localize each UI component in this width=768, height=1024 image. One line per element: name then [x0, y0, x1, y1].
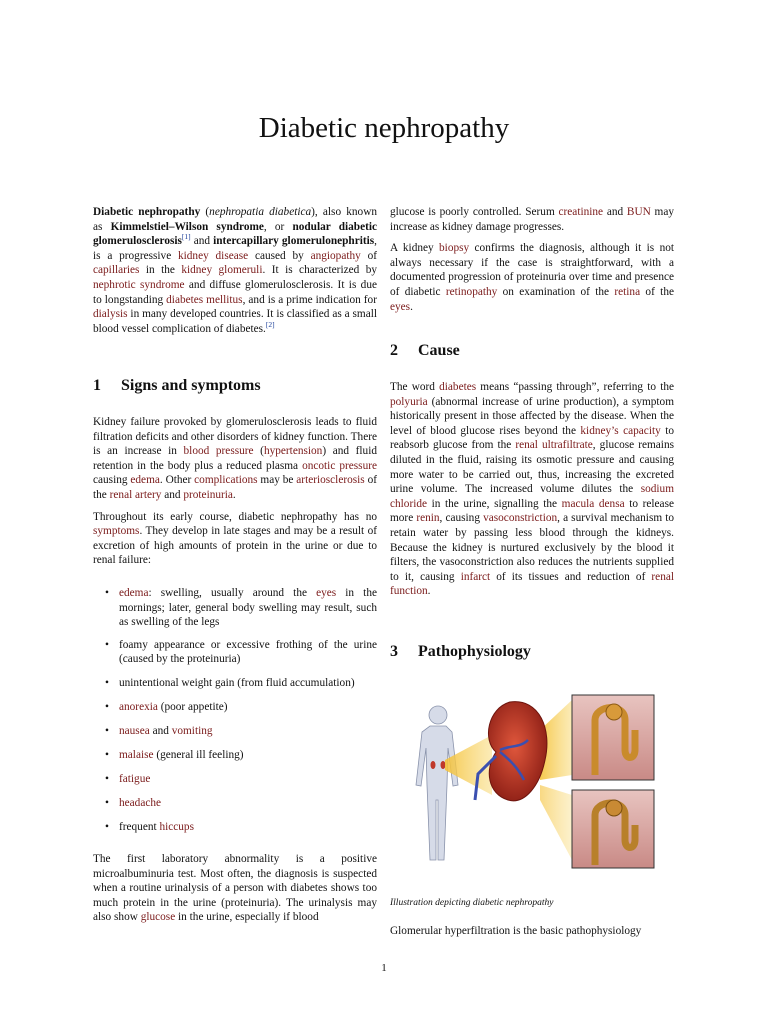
text: in the mornings; later, general body swelling may result, such as swelling of the legs [119, 586, 377, 629]
link[interactable]: kidney disease [178, 249, 249, 262]
text: : swelling, usually around the [148, 586, 317, 599]
text: , and is a prime indication for [242, 293, 377, 306]
text: means “passing through”, referring to the [476, 381, 674, 393]
section-heading-cause [390, 342, 460, 360]
list-item [93, 772, 377, 787]
link[interactable]: eyes [390, 300, 411, 313]
cause-section [390, 380, 674, 606]
term-italic: nephropatia diabetica [209, 206, 312, 218]
section-number: 1 [93, 377, 101, 394]
section-number: 2 [390, 342, 398, 359]
text: ( [253, 445, 264, 458]
list-item [93, 700, 377, 715]
link[interactable]: creatinine [558, 206, 604, 218]
link[interactable]: renal function [390, 570, 674, 598]
text: of the [640, 285, 674, 298]
section-heading-signs [93, 377, 261, 395]
list-item [93, 796, 377, 811]
bullet: • [105, 586, 109, 599]
link[interactable]: anorexia [119, 701, 158, 713]
bullet: • [105, 821, 109, 834]
text: , glucose remains diluted in the fluid, raising its osmotic pressure and causing more water to be carried out, thus, increasing the excreted urine volume. The increased volume dilutes the [390, 439, 674, 496]
right-column [390, 205, 674, 321]
text: A kidney [390, 242, 440, 255]
text: caused by [248, 249, 311, 262]
text: unintentional weight gain (from fluid accumulation) [119, 676, 355, 689]
link[interactable]: nausea [119, 725, 150, 738]
text: The word [390, 381, 440, 393]
kidney-marker [431, 761, 436, 769]
glomerulus [606, 704, 622, 720]
text: (abnormal increase of urine production), a symptom historically present in those affected by the disease. When the level of blood glucose rises beyond the [390, 395, 674, 437]
list-item [93, 724, 377, 739]
text: , or [263, 220, 293, 233]
section-heading-pathophysiology [390, 643, 531, 661]
link[interactable]: glucose [140, 911, 176, 924]
section-title: Signs and symptoms [121, 377, 261, 394]
text: in the [139, 264, 182, 277]
link[interactable]: arteriosclerosis [296, 474, 365, 487]
link[interactable]: infarct [460, 570, 491, 583]
intro-paragraph [93, 205, 377, 336]
section-number: 3 [390, 643, 398, 660]
text: in the urine, especially if blood [175, 911, 319, 924]
bullet: • [105, 797, 109, 810]
text: ), also known as [93, 206, 377, 233]
bullet: • [105, 725, 109, 738]
list-item [93, 676, 377, 691]
pathophysiology-section [390, 924, 674, 946]
text: in the urine, signalling the [427, 497, 562, 510]
text: and [149, 725, 172, 738]
text: of [360, 249, 377, 262]
text: . [410, 300, 413, 313]
text: Throughout its early course, diabetic nephropathy has no [93, 510, 377, 523]
text: to release more [390, 497, 674, 525]
section-title: Pathophysiology [418, 643, 531, 660]
link[interactable]: capillaries [93, 264, 140, 277]
paragraph [390, 380, 674, 599]
link[interactable]: headache [119, 797, 162, 810]
left-column [93, 205, 377, 336]
section-title: Cause [418, 342, 460, 359]
list-item [93, 748, 377, 763]
bullet: • [105, 638, 109, 651]
paragraph [93, 852, 377, 925]
link[interactable]: macula densa [561, 497, 625, 510]
page-number: 1 [381, 962, 387, 974]
text: . It is characterized by [262, 264, 377, 277]
text: and [603, 206, 627, 218]
link[interactable]: angiopathy [310, 249, 361, 262]
text: , causing [439, 512, 484, 525]
link[interactable]: vasoconstriction [483, 512, 558, 525]
link[interactable]: retinopathy [445, 285, 498, 298]
glomerulus [606, 800, 622, 816]
link[interactable]: eyes [316, 586, 337, 599]
text: to reabsorb glucose from the [390, 424, 674, 452]
list-item [93, 820, 377, 835]
link[interactable]: polyuria [390, 395, 428, 408]
text: (general ill feeling) [153, 749, 244, 762]
kidney-illustration [488, 702, 546, 801]
text: ( [200, 206, 210, 218]
text: frequent [119, 821, 160, 834]
text: . [232, 488, 236, 501]
list-item [93, 638, 377, 667]
link[interactable]: nephrotic syndrome [93, 278, 185, 291]
text: . [427, 585, 431, 598]
text: and [161, 488, 184, 501]
paragraph [390, 241, 674, 314]
paragraph: Glomerular hyperfiltration is the basic pathophysiology [390, 925, 642, 937]
bullet: • [105, 773, 109, 786]
link[interactable]: complications [194, 474, 258, 487]
link[interactable]: renin [416, 512, 440, 525]
link[interactable]: dialysis [93, 308, 128, 321]
text: and [190, 235, 214, 248]
term-bold: intercapillary glomerulonephritis [213, 235, 375, 248]
paragraph [390, 205, 674, 234]
text: may be [257, 474, 297, 487]
symptom-list [93, 586, 377, 835]
text: foamy appearance or excessive frothing of the urine (caused by the proteinuria) [119, 638, 377, 666]
link[interactable]: vomiting [171, 725, 213, 738]
text: and diffuse glomerulosclerosis. It is due to longstanding [93, 278, 377, 306]
text: on examination of the [497, 285, 615, 298]
bullet: • [105, 749, 109, 762]
link[interactable]: edema [130, 474, 160, 487]
text: in many developed countries. It is classified as a small blood vessel complication of diabetes. [93, 308, 377, 335]
paragraph [93, 415, 377, 503]
zoom-beam [540, 785, 572, 860]
text: confirms the diagnosis, although it is not always necessary if the case is straightforward, with a documented progression of proteinuria over time and presence of diabetic [390, 242, 674, 298]
text: Kidney failure provoked by glomerulosclerosis leads to fluid filtration deficits and other disorders of kidney function. There is an increase in [93, 416, 377, 458]
text: of its tissues and reduction of [490, 570, 652, 583]
link[interactable]: fatigue [119, 773, 151, 786]
text: , a survival mechanism to retain water by passing less blood through the kidneys. Because the kidney is nurtured exclusively by the blood it filters, the vasoconstriction also reduces the nutrients supplied to it, causing [390, 512, 675, 583]
text: glucose is poorly controlled. Serum [390, 206, 559, 218]
link[interactable]: sodium chloride [390, 483, 674, 510]
link[interactable]: renal artery [109, 488, 162, 501]
reference-link[interactable]: [1] [181, 232, 191, 242]
term-bold: Kimmelstiel–Wilson syndrome [110, 220, 264, 233]
link[interactable]: oncotic pressure [302, 459, 377, 472]
link[interactable]: hypertension [263, 445, 323, 458]
link[interactable]: proteinuria [183, 488, 233, 501]
term-bold: nodular diabetic glomerulosclerosis [93, 220, 377, 248]
text: ) and fluid retention in the body plus a reduced plasma [93, 445, 377, 472]
text: causing [93, 474, 131, 487]
link[interactable]: biopsy [439, 242, 470, 255]
text: The first laboratory abnormality is a positive microalbuminuria test. Most often, the diagnosis is suspected when a routine urinalysis of a person with diabetes shows too much protein in the urine (proteinuria). The urinalysis may also show [93, 853, 377, 924]
signs-section [93, 415, 377, 932]
text: may increase as kidney damage progresses. [390, 206, 674, 233]
link[interactable]: kidney’s capacity [580, 424, 661, 437]
reference-link[interactable]: [2] [265, 319, 275, 329]
kidney-marker [441, 761, 446, 769]
text: , is a progressive [93, 235, 377, 262]
link[interactable]: symptoms [93, 525, 140, 538]
link[interactable]: malaise [119, 749, 154, 762]
text: . Other [159, 474, 195, 487]
text: of the [93, 474, 377, 501]
link[interactable]: kidney glomeruli [181, 264, 263, 277]
link[interactable]: BUN [626, 206, 651, 218]
bullet: • [105, 701, 109, 713]
text: (poor appetite) [157, 701, 228, 713]
figure-caption: Illustration depicting diabetic nephropathy [390, 898, 554, 908]
text: . They develop in late stages and may be a result of excretion of high amounts of protein in the urine or due to renal failure: [93, 525, 377, 567]
nephropathy-illustration [400, 690, 662, 870]
link[interactable]: diabetes [439, 381, 477, 393]
link[interactable]: hiccups [159, 821, 194, 834]
paragraph [93, 510, 377, 568]
link[interactable]: retina [614, 285, 641, 298]
list-item [93, 586, 377, 630]
human-body-figure [416, 706, 458, 860]
term-bold: Diabetic nephropathy [93, 206, 201, 218]
link[interactable]: renal ultrafiltrate [515, 439, 593, 452]
link[interactable]: diabetes mellitus [166, 293, 243, 306]
bullet: • [105, 676, 109, 689]
link[interactable]: edema [119, 586, 149, 599]
link[interactable]: blood pressure [183, 445, 254, 458]
page-title: Diabetic nephropathy [258, 112, 510, 144]
